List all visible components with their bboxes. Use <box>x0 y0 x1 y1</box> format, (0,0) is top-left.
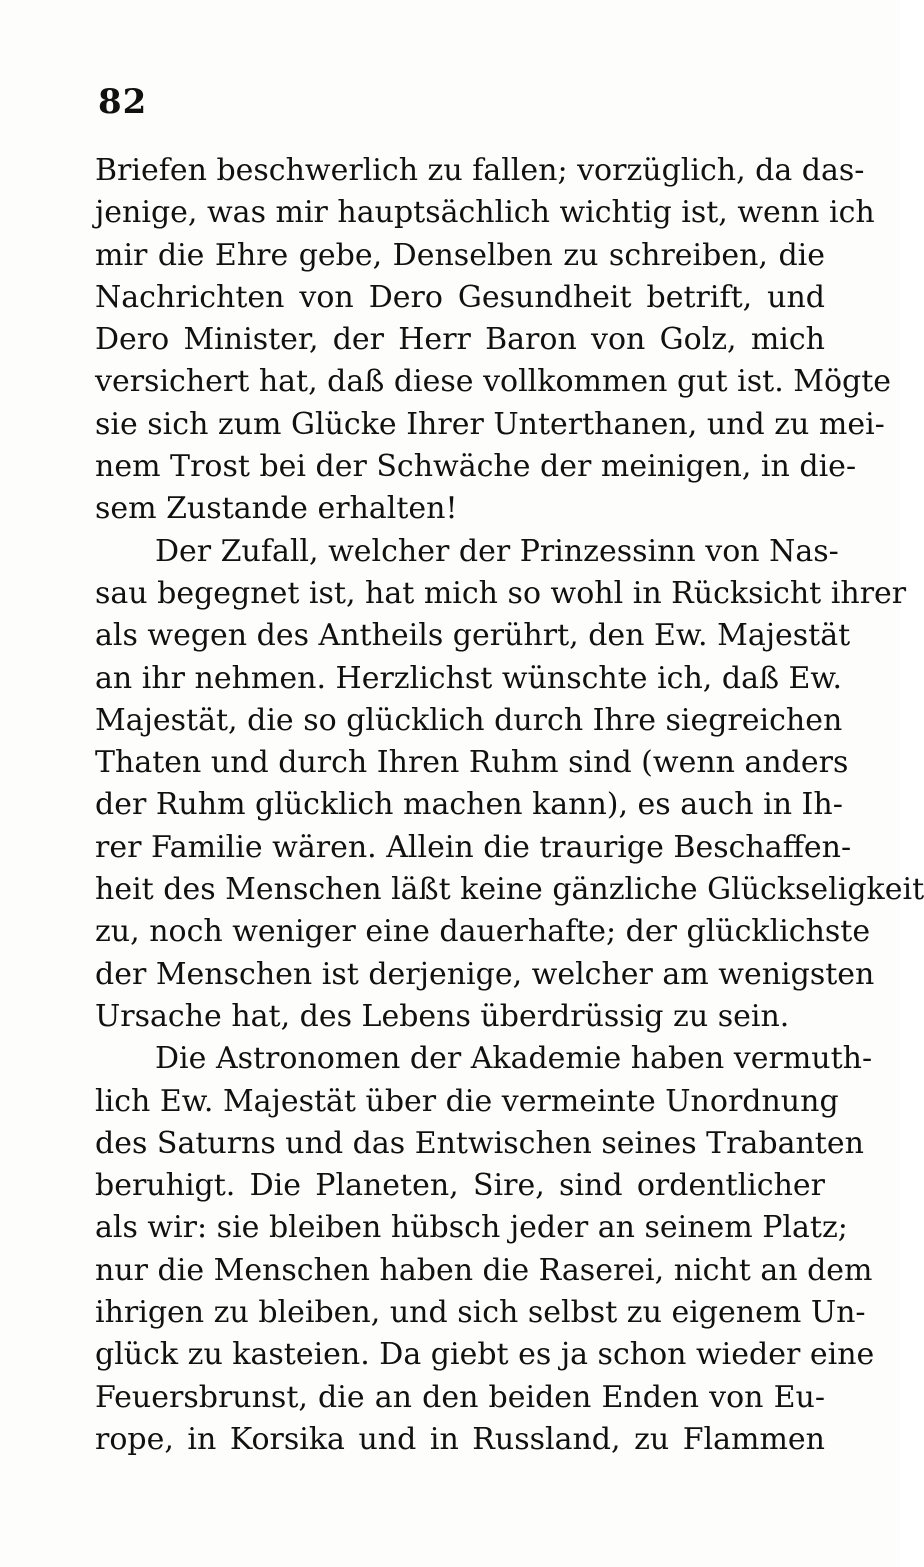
text-line: sem Zustande erhalten! <box>95 491 458 527</box>
text-line: als wir: sie bleiben hübsch jeder an seinem Platz; <box>95 1210 848 1246</box>
text-line: zu, noch weniger eine dauerhafte; der glücklichste <box>95 914 871 950</box>
text-line: Feuersbrunst, die an den beiden Enden von Eu- <box>95 1379 825 1415</box>
text-line: Thaten und durch Ihren Ruhm sind (wenn anders <box>95 745 849 781</box>
text-line: sie sich zum Glücke Ihrer Unterthanen, und zu mei- <box>95 406 885 442</box>
text-line: mir die Ehre gebe, Denselben zu schreiben, die <box>95 237 825 273</box>
text-line: als wegen des Antheils gerührt, den Ew. Majestät <box>95 618 851 654</box>
text-line: rope, in Korsika und in Russland, zu Flammen <box>95 1421 825 1457</box>
text-line: des Saturns und das Entwischen seines Trabanten <box>95 1125 864 1161</box>
text-line: Briefen beschwerlich zu fallen; vorzüglich, da das- <box>95 153 865 188</box>
text-line: nur die Menschen haben die Raserei, nicht an dem <box>95 1252 873 1288</box>
text-line: Majestät, die so glücklich durch Ihre siegreichen <box>95 702 843 738</box>
text-line: der Ruhm glücklich machen kann), es auch in Ih- <box>95 787 843 823</box>
text-line: Ursache hat, des Lebens überdrüssig zu sein. <box>95 998 790 1034</box>
text-line: glück zu kasteien. Da giebt es ja schon wieder eine <box>95 1337 875 1373</box>
text-line: Dero Minister, der Herr Baron von Golz, mich <box>95 322 825 358</box>
text-line: Der Zufall, welcher der Prinzessinn von Nas- <box>155 533 839 569</box>
text-line: sau begegnet ist, hat mich so wohl in Rücksicht ihrer <box>95 575 907 611</box>
text-line: lich Ew. Majestät über die vermeinte Unordnung <box>95 1083 839 1119</box>
text-line: jenige, was mir hauptsächlich wichtig ist, wenn ich <box>95 195 875 231</box>
text-line: versichert hat, daß diese vollkommen gut ist. Mögte <box>95 364 892 400</box>
text-line: ihrigen zu bleiben, und sich selbst zu eigenem Un- <box>95 1295 866 1331</box>
body-text <box>95 150 924 1461</box>
text-line: Die Astronomen der Akademie haben vermuth- <box>155 1041 873 1077</box>
page-number: 82 <box>98 82 148 122</box>
text-line: der Menschen ist derjenige, welcher am wenigsten <box>95 956 875 992</box>
text-line: heit des Menschen läßt keine gänzliche Glückseligkeit <box>95 872 924 908</box>
text-line: nem Trost bei der Schwäche der meinigen, in die- <box>95 449 857 485</box>
text-line: rer Familie wären. Allein die traurige Beschaffen- <box>95 829 852 865</box>
text-line: an ihr nehmen. Herzlichst wünschte ich, daß Ew. <box>95 660 843 696</box>
text-line: Nachrichten von Dero Gesundheit betrift, und <box>95 279 825 315</box>
text-line: beruhigt. Die Planeten, Sire, sind ordentlicher <box>95 1168 825 1204</box>
